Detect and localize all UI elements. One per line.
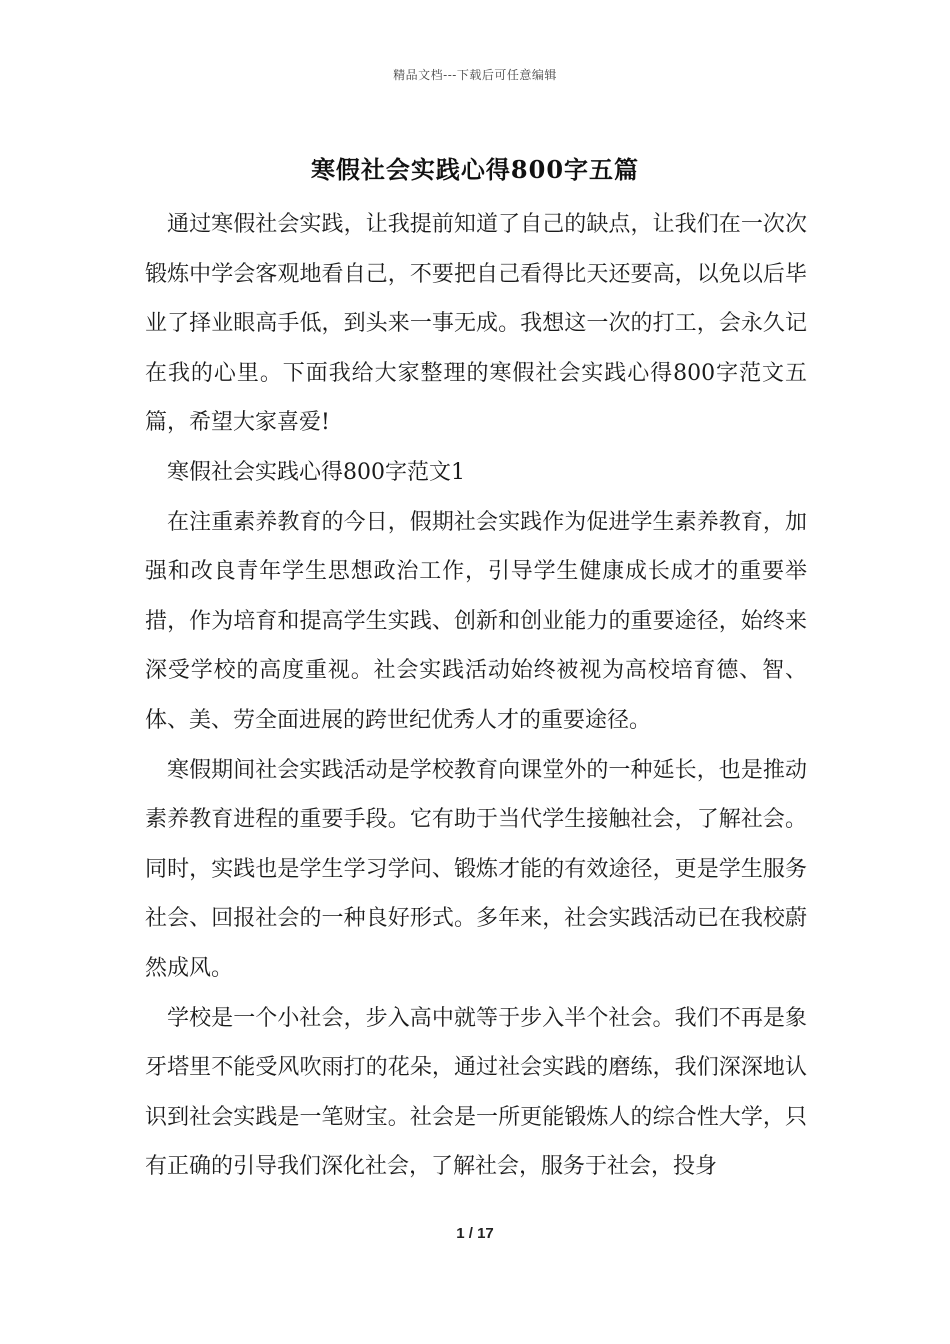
document-title: 寒假社会实践心得800字五篇 [310, 155, 640, 184]
document-body [145, 200, 807, 1192]
page-header-note: 精品文档---下载后可任意编辑 [393, 68, 557, 82]
page-number: 1 / 17 [456, 1225, 494, 1242]
paragraph-3: 学校是一个小社会，步入高中就等于步入半个社会。我们不再是象牙塔里不能受风吹雨打的花朵，通过社会实践的磨练，我们深深地认识到社会实践是一笔财宝。社会是一所更能锻炼人的综合性大学，只有正确的引导我们深化社会，了解社会，服务于社会，投身 [145, 1005, 807, 1180]
paragraph-1: 在注重素养教育的今日，假期社会实践作为促进学生素养教育，加强和改良青年学生思想政治工作，引导学生健康成长成才的重要举措，作为培育和提高学生实践、创新和创业能力的重要途径，始终来深受学校的高度重视。社会实践活动始终被视为高校培育德、智、体、美、劳全面进展的跨世纪优秀人才的重要途径。 [145, 509, 807, 733]
paragraph-2: 寒假期间社会实践活动是学校教育向课堂外的一种延长，也是推动素养教育进程的重要手段。它有助于当代学生接触社会，了解社会。同时，实践也是学生学习学问、锻炼才能的有效途径，更是学生服务社会、回报社会的一种良好形式。多年来，社会实践活动已在我校蔚然成风。 [145, 757, 807, 981]
paragraph-intro: 通过寒假社会实践，让我提前知道了自己的缺点，让我们在一次次锻炼中学会客观地看自己，不要把自己看得比天还要高，以免以后毕业了择业眼高手低，到头来一事无成。我想这一次的打工，会永久记在我的心里。下面我给大家整理的寒假社会实践心得800字范文五篇，希望大家喜爱! [145, 212, 807, 436]
section-heading: 寒假社会实践心得800字范文1 [167, 459, 465, 485]
